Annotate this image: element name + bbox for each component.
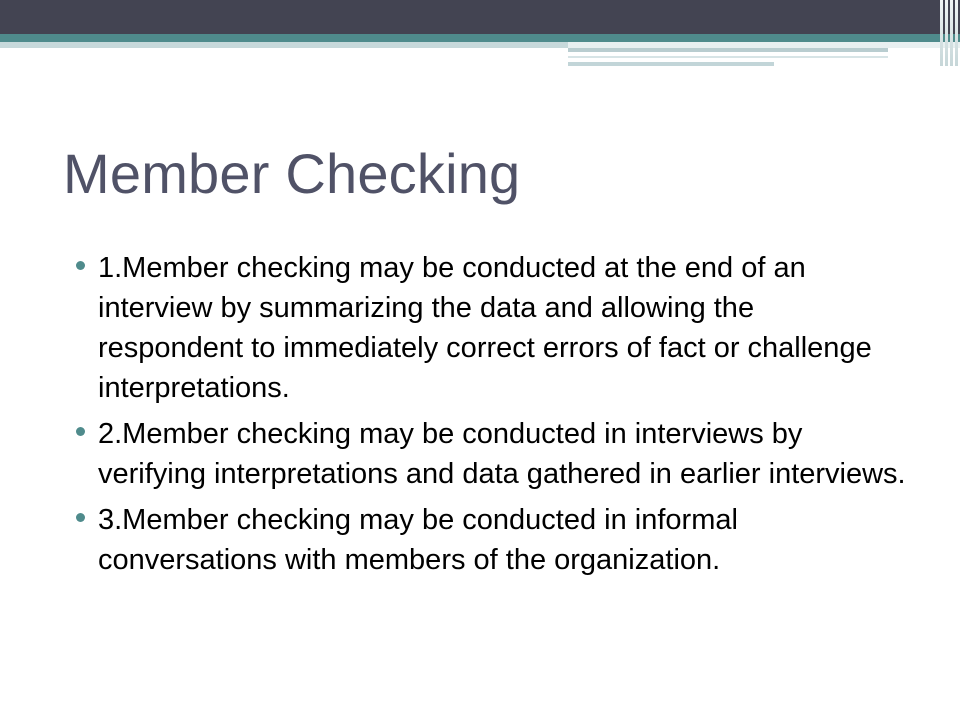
right-bar <box>955 0 958 66</box>
slide-title: Member Checking <box>63 142 521 205</box>
right-bar <box>950 0 953 66</box>
bullet-item <box>76 248 906 408</box>
right-bar <box>940 0 943 66</box>
bullet-item <box>76 500 906 580</box>
bullet-dot-icon <box>76 427 85 436</box>
header-accent-line <box>0 34 960 42</box>
bullet-dot-icon <box>76 513 85 522</box>
bullet-dot-icon <box>76 261 85 270</box>
bullet-list <box>76 248 906 586</box>
header-notch-shade <box>568 48 888 52</box>
right-bar <box>945 0 948 66</box>
header-notch-line <box>568 56 888 58</box>
header-notch-line-lower <box>568 62 774 66</box>
header-right-bars <box>930 0 960 66</box>
bullet-item <box>76 414 906 494</box>
bullet-text: 1.Member checking may be conducted at the end of an interview by summarizing the data and allowing the respondent to immediately correct errors of fact or challenge interpretations. <box>98 252 872 404</box>
bullet-text: 2.Member checking may be conducted in interviews by verifying interpretations and data gathered in earlier interviews. <box>98 418 906 490</box>
header-band <box>0 0 960 34</box>
header-pale-line <box>0 42 568 48</box>
bullet-text: 3.Member checking may be conducted in informal conversations with members of the organization. <box>98 504 738 576</box>
